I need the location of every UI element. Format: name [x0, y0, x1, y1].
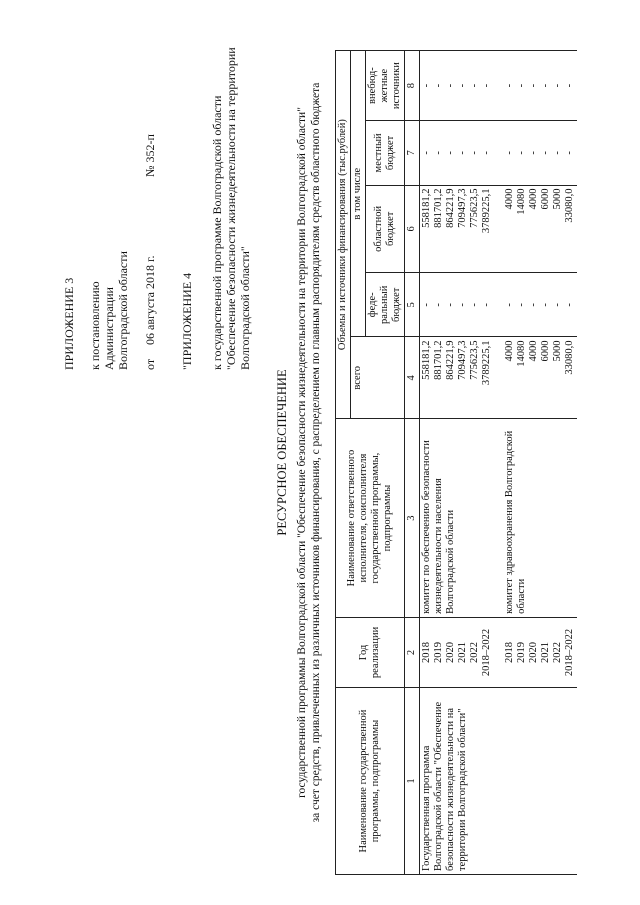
- th-total: всего: [351, 337, 405, 419]
- appendix4-label: "ПРИЛОЖЕНИЕ 4: [180, 272, 194, 370]
- total-cell: 558181,2 881701,2 864221,9 709497,3 775623,5 3789225,1: [420, 337, 495, 419]
- page-title: РЕСУРСНОЕ ОБЕСПЕЧЕНИЕ: [275, 369, 289, 536]
- program-ref-line3: Волгоградской области": [238, 246, 252, 370]
- years-cell: 2018 2019 2020 2021 2022 2018–2022: [494, 617, 577, 687]
- col-number: 1: [405, 688, 420, 875]
- table-row: [420, 51, 495, 875]
- administration-ref: Администрации: [102, 287, 116, 370]
- col-number: 8: [405, 51, 420, 121]
- resource-table: [335, 50, 577, 875]
- th-year: Год реализации: [336, 617, 405, 687]
- col-number: 2: [405, 617, 420, 687]
- subtitle-line2: за счет средств, привлеченных из различных источников финансирования, с распределением по главным распорядителям средств областного бюджета: [310, 82, 322, 823]
- date-from-label: от: [143, 358, 157, 370]
- federal-cell: - - - - - -: [494, 273, 577, 337]
- extra-cell: - - - - - -: [420, 51, 495, 121]
- federal-cell: - - - - - -: [420, 273, 495, 337]
- th-program-name: Наименование государственной программы, подпрограммы: [336, 688, 405, 875]
- th-federal: феде-ральный бюджет: [366, 273, 405, 337]
- region-ref: Волгоградской области: [116, 251, 130, 370]
- appendix3-label: ПРИЛОЖЕНИЕ 3: [62, 277, 76, 370]
- th-volumes: Объемы и источники финансирования (тыс.рублей): [336, 51, 351, 419]
- th-including: в том числе: [351, 51, 366, 337]
- regional-cell: 4000 14080 4000 6000 5000 33080,0: [494, 185, 577, 273]
- col-number: 4: [405, 337, 420, 419]
- subtitle-line1: государственной программы Волгоградской области "Обеспечение безопасности жизнедеятельности на территории Волгоградской области": [296, 107, 308, 798]
- years-cell: 2018 2019 2020 2021 2022 2018–2022: [420, 617, 495, 687]
- col-number: 6: [405, 185, 420, 273]
- local-cell: - - - - - -: [494, 121, 577, 185]
- program-name-cell: Государственная программа Волгоградской области "Обеспечение безопасности жизнедеятельности на территории Волгоградской области": [420, 688, 578, 875]
- program-ref-line1: к государственной программе Волгоградской области: [210, 95, 224, 370]
- local-cell: - - - - - -: [420, 121, 495, 185]
- col-number: 3: [405, 419, 420, 618]
- total-cell: 4000 14080 4000 6000 5000 33080,0: [494, 337, 577, 419]
- th-regional: областной бюджет: [366, 185, 405, 273]
- column-numbers-row: [405, 51, 420, 875]
- extra-cell: - - - - - -: [494, 51, 577, 121]
- col-number: 5: [405, 273, 420, 337]
- regional-cell: 558181,2 881701,2 864221,9 709497,3 775623,5 3789225,1: [420, 185, 495, 273]
- executor-cell: комитет по обеспечению безопасности жизнедеятельности населения Волгоградской области: [420, 419, 495, 618]
- executor-cell: комитет здравоохранения Волгоградской области: [494, 419, 577, 618]
- th-executor: Наименование ответственного исполнителя, соисполнителя государственной программы, подпрограммы: [336, 419, 405, 618]
- th-extra: внебюд-жетные источники: [366, 51, 405, 121]
- th-local: местный бюджет: [366, 121, 405, 185]
- resolution-number: № 352-п: [143, 134, 157, 177]
- resolution-date: 06 августа 2018 г.: [143, 255, 157, 345]
- col-number: 7: [405, 121, 420, 185]
- program-ref-line2: "Обеспечение безопасности жизнедеятельности на территории: [224, 47, 238, 370]
- resolution-ref: к постановлению: [88, 281, 102, 370]
